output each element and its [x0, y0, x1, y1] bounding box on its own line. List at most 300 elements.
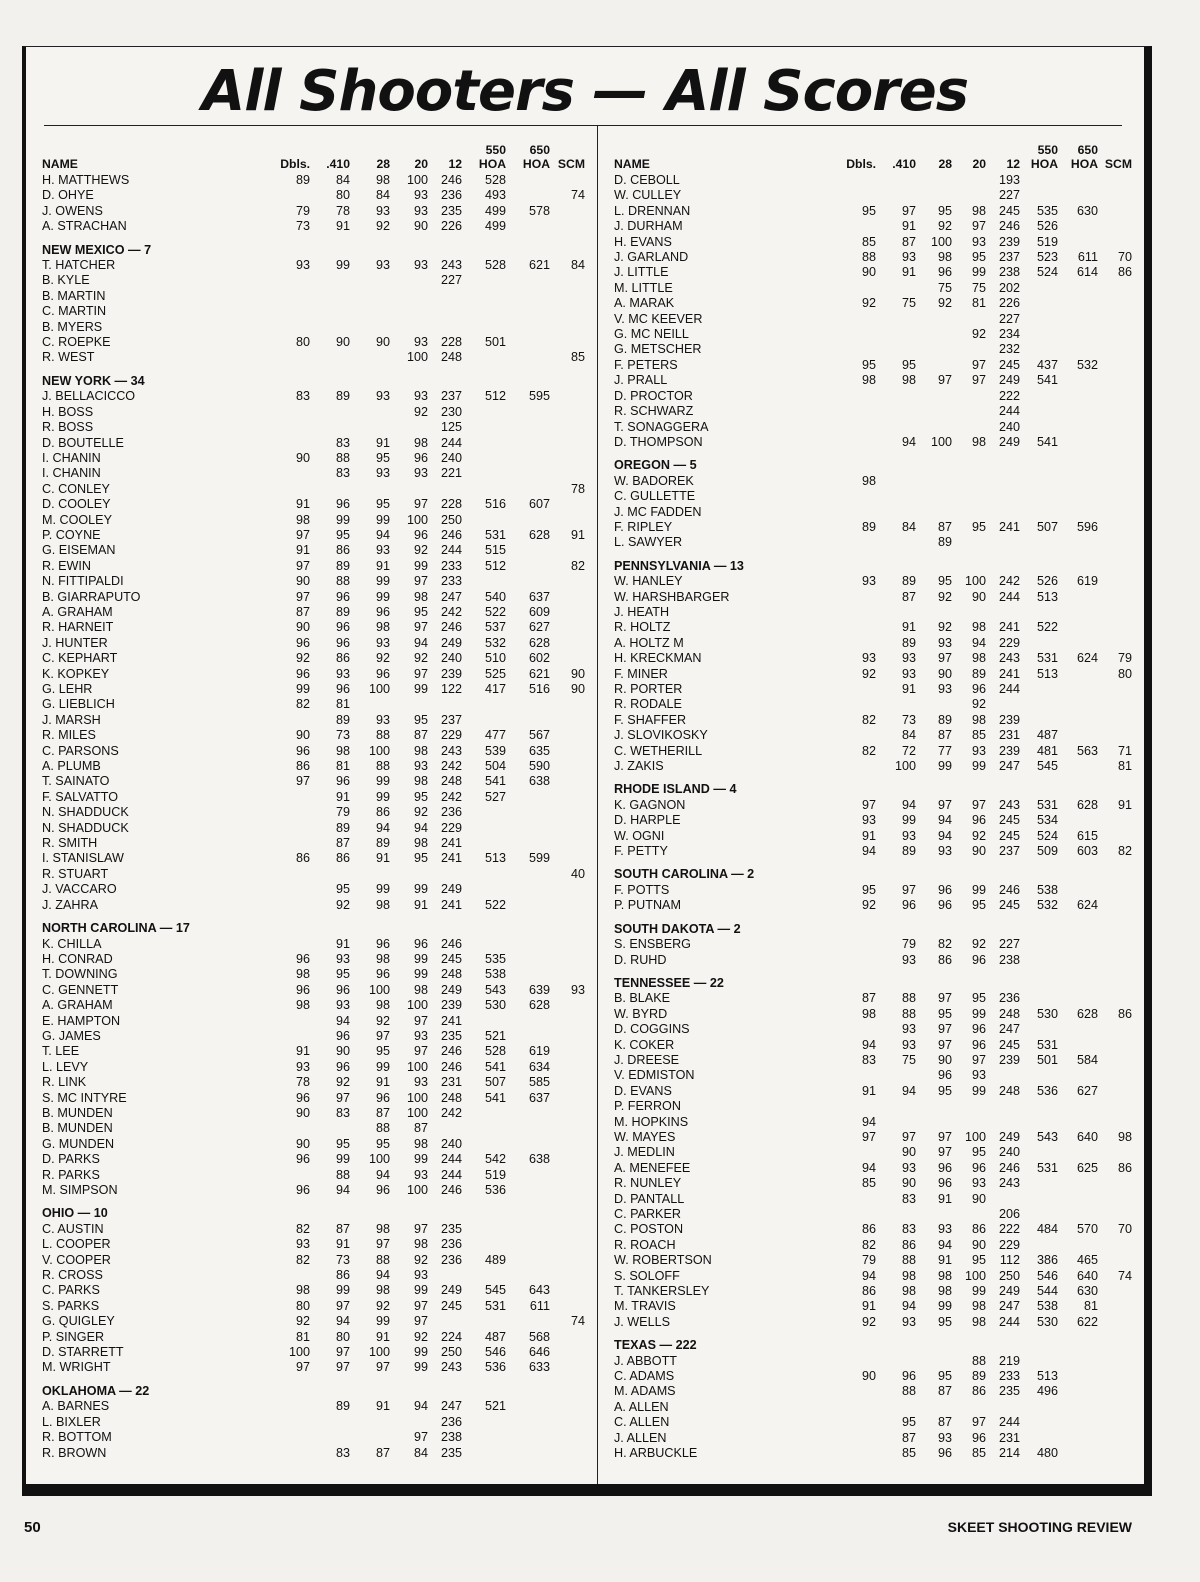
score-cell: 95	[901, 1415, 916, 1430]
shooter-row	[614, 1068, 1132, 1083]
score-cell: 100	[406, 1105, 428, 1120]
shooter-row	[42, 1014, 585, 1029]
score-cell: 98	[937, 250, 952, 265]
score-cell	[462, 1430, 506, 1445]
score-cell: 98	[971, 712, 986, 727]
column-header: 650 HOA	[522, 143, 550, 171]
column-header: 28	[376, 157, 390, 171]
score-cell: 595	[528, 389, 550, 404]
shooter-name: D. THOMPSON	[614, 434, 703, 449]
score-cell: 231	[998, 728, 1020, 743]
score-cell: 112	[999, 1253, 1020, 1268]
score-cell: 96	[335, 635, 350, 650]
shooter-name: H. KRECKMAN	[614, 651, 702, 666]
score-cell	[818, 1192, 876, 1207]
score-cell	[268, 1430, 310, 1445]
score-cell: 83	[335, 435, 350, 450]
shooter-name: W. HANLEY	[614, 574, 683, 589]
score-cell: 96	[971, 1160, 986, 1175]
score-cell: 530	[1036, 1314, 1058, 1329]
score-cell: 94	[901, 1083, 916, 1098]
score-cell	[506, 1137, 550, 1152]
score-cell: 88	[901, 991, 916, 1006]
score-cell: 98	[901, 1284, 916, 1299]
score-cell: 528	[484, 173, 506, 187]
score-cell: 97	[295, 558, 310, 573]
shooter-name: W. CULLEY	[614, 188, 682, 203]
column-header: .410	[326, 157, 350, 171]
score-cell: 94	[861, 1114, 876, 1129]
score-cell: 628	[528, 635, 550, 650]
score-cell: 228	[440, 497, 462, 512]
shooter-row	[614, 1415, 1132, 1430]
score-cell: 97	[375, 1028, 390, 1043]
shooter-name: K. COKER	[614, 1037, 675, 1052]
score-cell: 242	[998, 574, 1020, 589]
score-cell	[550, 1253, 585, 1268]
score-cell: 93	[375, 203, 390, 218]
state-heading: SOUTH DAKOTA — 2	[614, 921, 741, 936]
shooter-row	[42, 204, 585, 219]
score-cell: 99	[413, 951, 428, 966]
score-cell	[952, 1400, 986, 1415]
score-cell	[1098, 389, 1132, 404]
score-cell	[550, 937, 585, 952]
score-cell	[268, 790, 310, 805]
score-cell	[1098, 1384, 1132, 1399]
score-cell	[1020, 296, 1058, 311]
score-cell	[506, 173, 550, 188]
score-cell	[550, 605, 585, 620]
score-cell: 91	[937, 1253, 952, 1268]
score-cell: 92	[335, 897, 350, 912]
score-cell: 246	[440, 1044, 462, 1059]
score-cell: 95	[937, 1006, 952, 1021]
score-cell	[310, 482, 350, 497]
score-cell: 239	[998, 1052, 1020, 1067]
shooter-name: B. MUNDEN	[42, 1105, 113, 1120]
score-cell: 40	[570, 866, 585, 881]
score-cell: 122	[440, 682, 462, 696]
shooter-name: D. HARPLE	[614, 813, 681, 828]
score-cell: 75	[901, 296, 916, 311]
score-cell: 240	[440, 1136, 462, 1151]
score-cell: 92	[413, 1329, 428, 1344]
score-cell	[818, 1068, 876, 1083]
score-cell: 96	[295, 1183, 310, 1197]
score-cell: 250	[440, 1345, 462, 1360]
score-cell: 91	[375, 1399, 390, 1414]
score-cell	[268, 1446, 310, 1461]
score-cell: 90	[971, 589, 986, 604]
score-cell	[350, 304, 390, 319]
score-cell	[506, 513, 550, 528]
score-cell: 630	[1076, 203, 1098, 218]
score-cell: 86	[971, 1384, 986, 1399]
score-cell: 100	[406, 350, 428, 365]
score-cell	[550, 898, 585, 913]
score-cell: 246	[440, 1183, 462, 1197]
score-cell: 624	[1076, 898, 1098, 913]
score-cell	[1098, 296, 1132, 311]
score-cell	[506, 405, 550, 420]
column-header: 550 HOA	[478, 143, 506, 171]
score-cell: 590	[528, 759, 550, 774]
shooter-name: A. MARAK	[614, 296, 675, 311]
shooter-row	[42, 774, 585, 789]
score-cell: 96	[971, 952, 986, 967]
score-cell: 527	[484, 789, 506, 804]
score-cell: 250	[998, 1268, 1020, 1283]
score-cell	[462, 1121, 506, 1136]
score-cell	[818, 1022, 876, 1037]
score-cell: 88	[375, 1252, 390, 1267]
score-cell: 245	[998, 1037, 1020, 1052]
score-cell	[916, 1400, 952, 1415]
score-cell: 501	[484, 335, 506, 350]
shooter-row	[42, 651, 585, 666]
score-cell: 531	[484, 1298, 506, 1313]
state-heading: TEXAS — 222	[614, 1338, 697, 1353]
score-cell: 239	[998, 234, 1020, 249]
score-cell: 89	[335, 1399, 350, 1414]
score-cell	[876, 505, 916, 520]
score-cell	[1098, 682, 1132, 697]
score-cell: 89	[335, 604, 350, 619]
score-cell: 94	[375, 527, 390, 542]
score-cell: 90	[335, 335, 350, 350]
score-cell: 84	[335, 173, 350, 187]
score-cell	[1020, 489, 1058, 504]
score-cell: 98	[937, 1268, 952, 1283]
score-cell: 241	[440, 836, 462, 851]
score-cell: 437	[1036, 357, 1058, 372]
score-cell: 243	[440, 743, 462, 758]
score-cell	[1020, 1099, 1058, 1114]
score-cell: 244	[998, 1314, 1020, 1329]
shooter-name: S. PARKS	[42, 1298, 100, 1313]
score-cell	[818, 312, 876, 327]
shooter-row	[614, 844, 1132, 859]
score-cell: 86	[335, 1268, 350, 1283]
score-cell: 75	[971, 280, 986, 295]
shooter-row	[614, 265, 1132, 280]
score-cell: 90	[375, 335, 390, 350]
score-cell: 92	[375, 651, 390, 666]
score-cell: 87	[937, 1384, 952, 1399]
shooter-row	[614, 281, 1132, 296]
shooter-row	[614, 1253, 1132, 1268]
shooter-name: G. LIEBLICH	[42, 697, 115, 712]
score-cell: 240	[998, 1145, 1020, 1160]
score-cell	[952, 1115, 986, 1130]
column-header: .410	[892, 157, 916, 171]
score-cell: 546	[1036, 1268, 1058, 1283]
score-cell: 84	[901, 728, 916, 743]
score-cell	[818, 404, 876, 419]
score-cell	[462, 1137, 506, 1152]
score-cell	[952, 404, 986, 419]
score-cell	[390, 1415, 428, 1430]
state-section-header	[614, 914, 1132, 937]
score-cell: 91	[335, 789, 350, 804]
score-cell	[876, 535, 916, 550]
score-cell: 93	[295, 1059, 310, 1074]
score-cell: 95	[335, 967, 350, 982]
score-cell	[818, 420, 876, 435]
score-cell: 87	[937, 728, 952, 743]
score-cell	[550, 304, 585, 319]
score-cell: 237	[998, 250, 1020, 265]
score-cell: 634	[528, 1059, 550, 1074]
score-cell: 99	[971, 1006, 986, 1021]
score-cell	[462, 304, 506, 319]
shooter-name: T. HATCHER	[42, 258, 116, 273]
shooter-row	[42, 466, 585, 481]
score-cell	[1058, 991, 1098, 1006]
score-cell: 90	[570, 682, 585, 696]
shooter-name: T. LEE	[42, 1044, 80, 1059]
score-cell: 74	[570, 188, 585, 203]
shooter-name: B. MYERS	[42, 319, 103, 334]
score-cell: 95	[971, 1253, 986, 1268]
score-cell	[310, 273, 350, 288]
score-cell: 246	[998, 1160, 1020, 1175]
score-cell: 78	[295, 1075, 310, 1090]
score-cell: 95	[861, 203, 876, 218]
score-cell: 244	[440, 1152, 462, 1167]
score-cell: 96	[413, 450, 428, 465]
score-cell	[462, 513, 506, 528]
score-cell: 93	[413, 1028, 428, 1043]
score-cell	[506, 937, 550, 952]
score-cell	[462, 436, 506, 451]
score-cell: 239	[440, 998, 462, 1013]
score-cell: 95	[937, 1314, 952, 1329]
score-cell	[350, 867, 390, 882]
score-cell	[1098, 235, 1132, 250]
shooter-name: W. ROBERTSON	[614, 1253, 712, 1268]
shooter-row	[42, 1268, 585, 1283]
score-cell: 91	[861, 828, 876, 843]
score-cell	[268, 436, 310, 451]
score-cell: 611	[1077, 250, 1098, 265]
score-cell: 84	[570, 258, 585, 273]
score-cell: 92	[413, 404, 428, 419]
score-cell	[550, 651, 585, 666]
score-cell: 93	[971, 1068, 986, 1083]
score-cell: 95	[861, 357, 876, 372]
shooter-name: J. BELLACICCO	[42, 389, 136, 404]
score-cell	[1098, 1176, 1132, 1191]
state-heading: OREGON — 5	[614, 458, 697, 473]
score-cell: 96	[971, 1430, 986, 1445]
shooter-row	[614, 798, 1132, 813]
score-cell: 94	[861, 1268, 876, 1283]
shooter-row	[614, 605, 1132, 620]
score-cell: 524	[1036, 828, 1058, 843]
score-cell: 94	[937, 828, 952, 843]
score-cell: 85	[861, 234, 876, 249]
shooter-row	[42, 1183, 585, 1198]
score-cell: 615	[1076, 828, 1098, 843]
score-cell	[506, 1415, 550, 1430]
shooter-name: J. SLOVIKOSKY	[614, 728, 708, 743]
score-cell: 99	[937, 1299, 952, 1314]
shooter-name: C. PARKS	[42, 1283, 100, 1298]
score-cell: 91	[901, 682, 916, 696]
score-cell	[952, 505, 986, 520]
score-cell	[986, 1400, 1020, 1415]
score-cell	[550, 1137, 585, 1152]
score-cell: 499	[484, 219, 506, 234]
score-cell: 87	[413, 1121, 428, 1136]
score-cell: 94	[861, 844, 876, 859]
score-cell: 83	[295, 389, 310, 404]
score-cell: 87	[375, 1445, 390, 1460]
shooter-name: A. HOLTZ M	[614, 635, 684, 650]
score-cell	[506, 1121, 550, 1136]
shooter-name: H. CONRAD	[42, 951, 113, 966]
score-cell: 241	[998, 620, 1020, 635]
score-cell: 98	[861, 473, 876, 488]
shooter-row	[42, 513, 585, 528]
shooter-name: M. LITTLE	[614, 280, 673, 295]
shooter-row	[614, 505, 1132, 520]
score-cell: 244	[998, 589, 1020, 604]
shooter-name: H. ARBUCKLE	[614, 1446, 698, 1461]
shooter-name: W. BADOREK	[614, 473, 694, 488]
score-cell: 611	[529, 1298, 550, 1313]
score-cell	[550, 1299, 585, 1314]
score-cell: 99	[335, 1152, 350, 1167]
score-cell: 80	[335, 188, 350, 203]
score-cell	[1058, 1238, 1098, 1253]
score-cell: 234	[998, 327, 1020, 342]
right-rows	[614, 173, 1132, 1462]
score-cell: 226	[998, 296, 1020, 311]
score-cell	[1058, 235, 1098, 250]
shooter-row	[42, 759, 585, 774]
score-cell: 96	[335, 1059, 350, 1074]
shooter-name: D. PROCTOR	[614, 388, 693, 403]
score-cell	[1098, 435, 1132, 450]
score-cell: 96	[971, 682, 986, 696]
score-cell: 87	[901, 1430, 916, 1445]
score-cell: 92	[937, 589, 952, 604]
score-cell	[986, 1068, 1020, 1083]
score-cell: 97	[901, 203, 916, 218]
shooter-row	[614, 620, 1132, 635]
score-cell: 83	[335, 466, 350, 481]
score-cell: 93	[901, 1160, 916, 1175]
score-cell	[1098, 1022, 1132, 1037]
score-cell: 95	[375, 450, 390, 465]
score-cell	[986, 1192, 1020, 1207]
score-cell: 97	[937, 1022, 952, 1037]
shooter-row	[42, 1314, 585, 1329]
score-cell: 95	[901, 357, 916, 372]
shooter-row	[42, 1283, 585, 1298]
score-cell	[506, 466, 550, 481]
score-cell	[462, 836, 506, 851]
shooter-row	[42, 436, 585, 451]
score-cell: 231	[998, 1430, 1020, 1445]
score-cell	[462, 1268, 506, 1283]
score-cell: 99	[375, 1059, 390, 1074]
shooter-row	[42, 543, 585, 558]
shooter-name: N. SHADDUCK	[42, 805, 129, 820]
score-cell: 98	[413, 435, 428, 450]
score-cell	[1058, 1022, 1098, 1037]
score-cell: 86	[295, 759, 310, 774]
score-cell: 99	[413, 1283, 428, 1298]
score-cell	[550, 1399, 585, 1414]
score-cell: 241	[998, 519, 1020, 534]
shooter-row	[42, 1075, 585, 1090]
shooter-name: R. HOLTZ	[614, 620, 671, 635]
shooter-row	[614, 1099, 1132, 1114]
shooter-name: B. GIARRAPUTO	[42, 589, 141, 604]
score-cell	[818, 1415, 876, 1430]
score-cell	[1020, 1431, 1058, 1446]
score-cell	[1020, 1238, 1058, 1253]
score-cell: 88	[375, 1121, 390, 1136]
score-cell	[986, 535, 1020, 550]
score-cell: 96	[375, 1090, 390, 1105]
score-cell: 86	[295, 851, 310, 866]
score-cell: 97	[413, 497, 428, 512]
score-cell	[268, 713, 310, 728]
score-cell: 93	[295, 258, 310, 273]
score-cell: 512	[484, 389, 506, 404]
score-cell: 94	[413, 1399, 428, 1414]
score-cell	[390, 289, 428, 304]
score-cell: 93	[413, 1075, 428, 1090]
shooter-row	[614, 829, 1132, 844]
score-cell: 99	[375, 882, 390, 897]
shooter-row	[42, 1345, 585, 1360]
score-cell: 100	[368, 1152, 390, 1167]
score-cell: 499	[484, 203, 506, 218]
score-cell	[268, 1399, 310, 1414]
score-cell: 570	[1076, 1222, 1098, 1237]
shooter-name: V. COOPER	[42, 1252, 111, 1267]
score-cell: 243	[440, 258, 462, 273]
score-cell: 238	[998, 952, 1020, 967]
score-cell: 239	[998, 743, 1020, 758]
score-cell	[986, 489, 1020, 504]
left-rows	[42, 173, 585, 1461]
shooter-row	[614, 1400, 1132, 1415]
score-cell: 94	[901, 797, 916, 812]
score-cell	[1098, 1369, 1132, 1384]
score-cell	[876, 420, 916, 435]
score-cell	[550, 697, 585, 712]
score-cell	[818, 173, 876, 188]
score-cell: 522	[484, 897, 506, 912]
score-cell	[952, 489, 986, 504]
score-cell	[1058, 474, 1098, 489]
score-cell: 96	[937, 265, 952, 280]
score-cell	[310, 867, 350, 882]
shooter-row	[614, 953, 1132, 968]
score-cell: 82	[861, 1237, 876, 1252]
shooter-name: T. DOWNING	[42, 967, 118, 982]
score-cell	[916, 173, 952, 188]
score-cell: 85	[971, 728, 986, 743]
shooter-row	[42, 1137, 585, 1152]
